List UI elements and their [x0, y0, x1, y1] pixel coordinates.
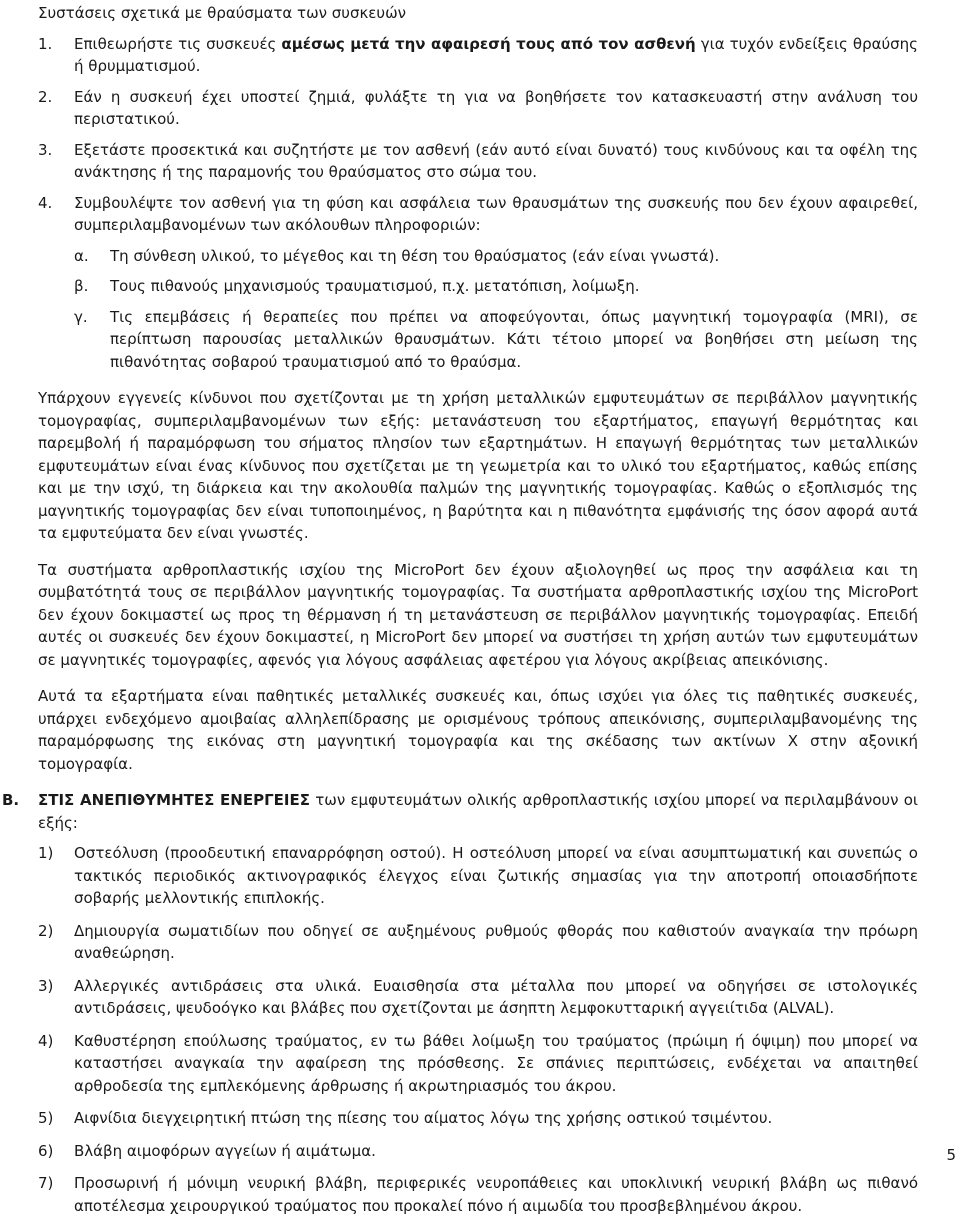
item-number: 3.: [38, 140, 53, 159]
item-number: 4.: [38, 193, 53, 212]
item-number: 5): [38, 1109, 54, 1127]
item-text: [74, 33, 918, 78]
list-item: [38, 33, 918, 78]
item-number: 4): [38, 1031, 54, 1050]
mri-compatibility-paragraph: Τα συστήματα αρθροπλαστικής ισχίου της MicroPort δεν έχουν αξιολογηθεί ως προς την ασφάλεια και τη συμβατότητά τους σε περιβάλλον μαγνητικής τομογραφίας. Τα συστήματα αρθροπλαστικής ισχίου της MicroPort δεν έχουν δοκιμαστεί ως προς τη θέρμανση ή τη μετανάστευση σε περιβάλλον μαγνητικής τομογραφίας. Επειδή αυτές οι συσκευές δεν έχουν δοκιμαστεί, η MicroPort δεν μπορεί να συστήσει τη χρήση αυτών των εμφυτευμάτων σε μαγνητικές τομογραφίες, αφενός για λόγους ασφάλειας αφετέρου για λόγους ακρίβειας απεικόνισης.: [38, 560, 918, 669]
item-text: Αιφνίδια διεγχειρητική πτώση της πίεσης του αίματος λόγω της χρήσης οστικού τσιμέντου.: [74, 1109, 773, 1127]
sub-list-item: [74, 275, 918, 298]
sub-list-item: [74, 306, 918, 374]
text-run: για τυχόν ενδείξεις θραύσης ή θρυμματισμού.: [74, 34, 918, 75]
item-text: Δημιουργία σωματιδίων που οδηγεί σε αυξημένους ρυθμούς φθοράς που καθιστούν αναγκαία την πρόωρη αναθεώρηση.: [74, 921, 918, 962]
item-text: Καθυστέρηση επούλωσης τραύματος, εν τω βάθει λοίμωξη του τραύματος (πρώιμη ή όψιμη) που μπορεί να καταστήσει αναγκαία την αφαίρεση της πρόσθεσης. Σε σπάνιες περιπτώσεις, ενδέχεται να απαιτηθεί αρθροδεσία της εμπλεκόμενης άρθρωσης ή ακρωτηριασμός του άκρου.: [74, 1031, 918, 1095]
item-text: Αλλεργικές αντιδράσεις στα υλικά. Ευαισθησία στα μέταλλα που μπορεί να οδηγήσει σε ιστολογικές αντιδράσεις, ψευδοόγκο και βλάβες που σχετίζονται με άσηπτη λεμφοκυτταρική αγγειίτιδα (ALVAL).: [74, 976, 918, 1017]
item-number: 2): [38, 921, 54, 940]
bold-text-run: αμέσως μετά την αφαιρεσή τους από τον ασθενή: [281, 34, 696, 53]
sub-list-item: [74, 245, 918, 268]
recommendations-list: [38, 33, 918, 374]
item-text: Εξετάστε προσεκτικά και συζητήστε με τον ασθενή (εάν αυτό είναι δυνατό) τους κινδύνους και τα οφέλη της ανάκτησης ή της παραμονής του θραύσματος στο σώμα του.: [74, 140, 918, 181]
list-item: [38, 1140, 918, 1163]
passive-device-paragraph: Αυτά τα εξαρτήματα είναι παθητικές μεταλλικές συσκευές και, όπως ισχύει για όλες τις παθητικές συσκευές, υπάρχει ενδεχόμενο αμοιβαίας αλληλεπίδρασης με ορισμένους τρόπους απεικόνισης, συμπεριλαμβανομένης της παραμόρφωσης της εικόνας στη μαγνητική τομογραφία και της σκέδασης των ακτίνων X στην αξονική τομογραφία.: [38, 687, 918, 773]
list-item: [38, 1172, 918, 1217]
adverse-effects-list: [38, 842, 918, 1217]
page-number: 5: [946, 1145, 956, 1164]
item-number: 7): [38, 1174, 54, 1192]
sub-item-letter: α.: [74, 246, 89, 265]
list-item: [38, 139, 918, 184]
list-item: [38, 86, 918, 131]
item-text: Βλάβη αιμοφόρων αγγείων ή αιμάτωμα.: [74, 1141, 376, 1160]
list-item: [38, 1030, 918, 1098]
list-item: [38, 192, 918, 237]
section-intro: [38, 789, 918, 834]
item-text: Προσωρινή ή μόνιμη νευρική βλάβη, περιφερικές νευροπάθειες και υποκλινική νευρική βλάβη ως πιθανό αποτέλεσμα χειρουργικού τραύματος που προκαλεί πόνο ή αιμωδία του προσβεβλημένου άκρου.: [74, 1174, 918, 1215]
item-number: 2.: [38, 87, 53, 106]
item-number: 3): [38, 976, 54, 995]
list-item: [38, 842, 918, 910]
sub-item-text: Τους πιθανούς μηχανισμούς τραυματισμού, π.χ. μετατόπιση, λοίμωξη.: [110, 277, 640, 295]
document-page: [2, 2, 918, 1227]
sub-item-letter: γ.: [74, 307, 88, 326]
mri-risk-paragraph: Υπάρχουν εγγενείς κίνδυνοι που σχετίζονται με τη χρήση μεταλλικών εμφυτευμάτων σε περιβάλλον μαγνητικής τομογραφίας, συμπεριλαμβανομένων των εξής: μετανάστευση του εξαρτήματος, επαγωγή θερμότητας και παρεμβολή ή παραμόρφωση του σήματος πλησίον των εξαρτημάτων. Η επαγωγή θερμότητας των μεταλλικών εμφυτευμάτων είναι ένας κίνδυνος που σχετίζεται με τη γεωμετρία και το υλικό του εξαρτήματος, καθώς επίσης και με την ισχύ, τη διάρκεια και την ακολουθία παλμών της μαγνητικής τομογραφίας. Καθώς ο εξοπλισμός της μαγνητικής τομογραφίας δεν είναι τυποποιημένος, η βαρύτητα και η πιθανότητα εμφάνισής της όσον αφορά αυτά τα εμφυτεύματα δεν είναι γνωστές.: [38, 389, 918, 542]
sub-item-text: Τη σύνθεση υλικού, το μέγεθος και τη θέση του θραύσματος (εάν είναι γνωστά).: [110, 246, 720, 265]
item-number: 1.: [38, 34, 53, 53]
list-item: [38, 975, 918, 1020]
item-text: Οστεόλυση (προοδευτική επαναρρόφηση οστού). Η οστεόλυση μπορεί να είναι ασυμπτωματική και συνεπώς ο τακτικός περιοδικός ακτινογραφικός έλεγχος είναι ζωτικής σημασίας για την αποτροπή οποιασδήποτε σοβαρής μελλοντικής επιπλοκής.: [74, 844, 918, 907]
item-number: 6): [38, 1141, 54, 1160]
text-run: των εμφυτευμάτων ολικής αρθροπλαστικής ισχίου μπορεί να περιλαμβάνουν οι εξής:: [38, 791, 918, 832]
text-run: Επιθεωρήστε τις συσκευές: [74, 34, 282, 53]
list-item: [38, 1107, 918, 1130]
item-number: 1): [38, 844, 54, 862]
list-item: [38, 920, 918, 965]
sub-item-text: Τις επεμβάσεις ή θεραπείες που πρέπει να αποφεύγονται, όπως μαγνητική τομογραφία (MRI), σε περίπτωση παρουσίας μεταλλικών θραυσμάτων. Κάτι τέτοιο μπορεί να βοηθήσει στη μείωση της πιθανότητας σοβαρού τραυματισμού από το θραύσμα.: [110, 307, 918, 371]
item-text: Συμβουλέψτε τον ασθενή για τη φύση και ασφάλεια των θραυσμάτων της συσκευής που δεν έχουν αφαιρεθεί, συμπεριλαμβανομένων των ακόλουθων πληροφοριών:: [74, 193, 918, 234]
adverse-effects-heading: [2, 789, 918, 834]
sub-item-letter: β.: [74, 277, 89, 295]
section-heading: Συστάσεις σχετικά με θραύσματα των συσκευών: [38, 4, 407, 22]
section-letter: B.: [2, 791, 20, 809]
item-text: Εάν η συσκευή έχει υποστεί ζημιά, φυλάξτε τη για να βοηθήσετε τον κατασκευαστή στην ανάλυση του περιστατικού.: [74, 87, 918, 128]
bold-text-run: ΣΤΙΣ ΑΝΕΠΙΘΥΜΗΤΕΣ ΕΝΕΡΓΕΙΕΣ: [38, 791, 310, 809]
